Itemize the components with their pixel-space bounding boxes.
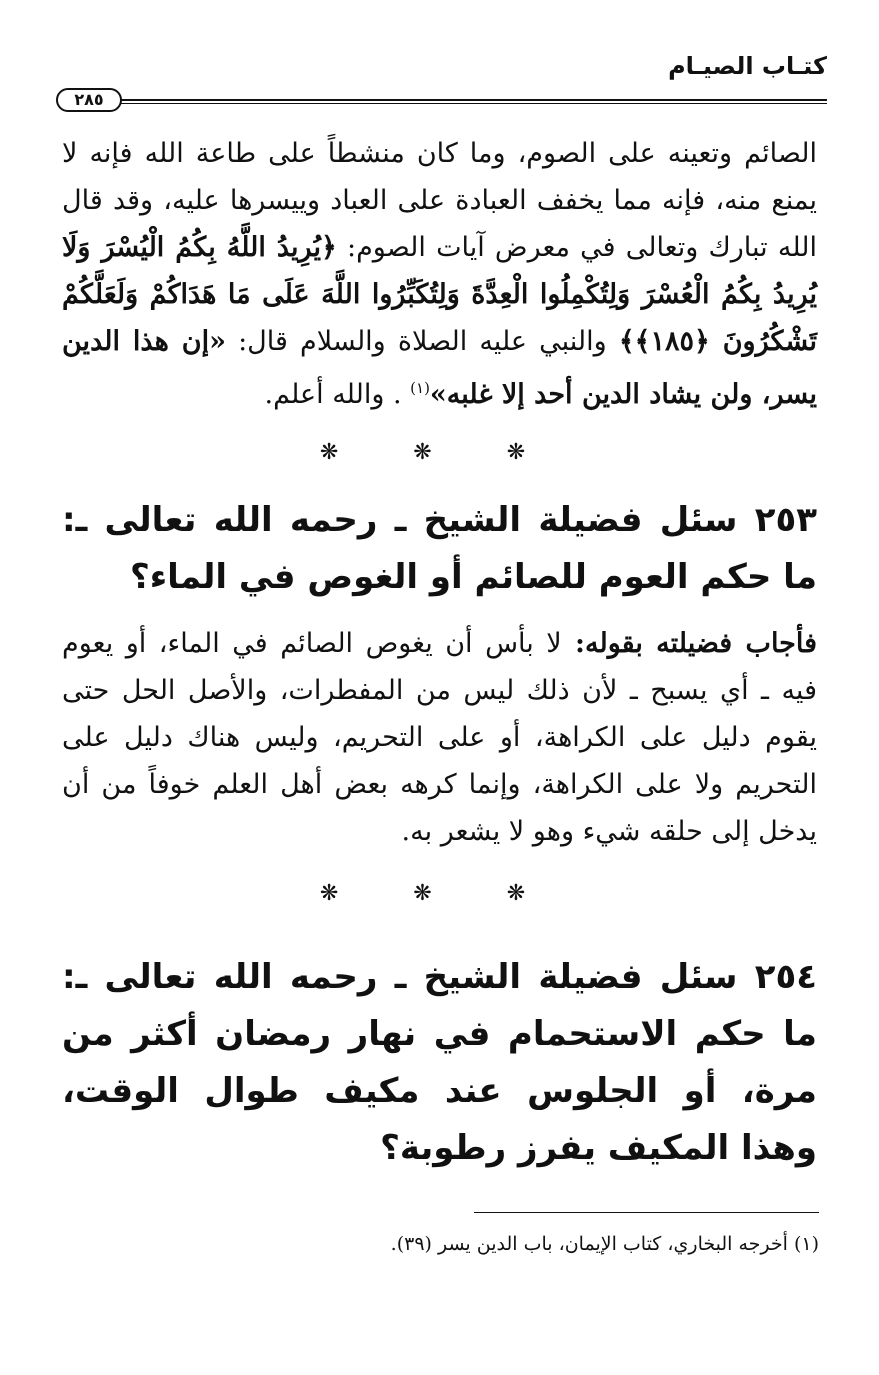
header-rule-area [56, 88, 827, 112]
paragraph-intro [62, 130, 817, 418]
footnote-divider [474, 1212, 819, 1213]
book-title: كتـاب الصيـام [668, 52, 827, 80]
answer-text: لا بأس أن يغوص الصائم في الماء، أو يعوم فيه ـ أي يسبح ـ لأن ذلك ليس من المفطرات، والأصل الحل حتى يقوم دليل على الكراهة، أو على التحريم، وليس هناك دليل على التحريم ولا على الكراهة، وإنما كرهه بعض أهل العلم خوفاً من أن يدخل إلى حلقه شيء وهو لا يشعر به. [62, 628, 817, 847]
section-separator: ❋ ❋ ❋ [319, 440, 560, 465]
page-content [62, 130, 817, 1177]
footnote: (١) أخرجه البخاري، كتاب الإيمان، باب الدين يسر (٣٩). [390, 1233, 819, 1255]
paragraph-text: . والله أعلم. [264, 379, 411, 410]
section-separator: ❋ ❋ ❋ [319, 881, 560, 906]
question-title-253: ٢٥٣ سئل فضيلة الشيخ ـ رحمه الله تعالى ـ: ما حكم العوم للصائم أو الغوص في الماء؟ [62, 500, 817, 597]
footnote-marker: (١) [410, 379, 430, 397]
answer-253 [62, 620, 817, 855]
page-number: ٢٨٥ [56, 88, 122, 112]
page-header [56, 52, 827, 112]
hadith-quote: «إن هذا الدين يسر، ولن يشاد الدين أحد إلا غلبه» [62, 326, 817, 410]
header-rule [120, 99, 827, 104]
question-title-254: ٢٥٤ سئل فضيلة الشيخ ـ رحمه الله تعالى ـ: ما حكم الاستحمام في نهار رمضان أكثر من مرة، أو الجلوس عند مكيف طوال الوقت، وهذا المكيف يفرز رطوبة؟ [62, 957, 817, 1168]
answer-lead: فأجاب فضيلته بقوله: [561, 628, 817, 659]
paragraph-text: الصائم وتعينه على الصوم، وما كان منشطاً على طاعة الله فإنه لا يمنع منه، فإنه مما يخفف العبادة على العباد وييسرها عليه، وقد قال الله تبارك وتعالى في معرض آيات الصوم: [62, 138, 817, 263]
paragraph-text: والنبي عليه الصلاة والسلام قال: [225, 326, 619, 357]
quran-verse: ﴿يُرِيدُ اللَّهُ بِكُمُ الْيُسْرَ وَلَا يُرِيدُ بِكُمُ الْعُسْرَ وَلِتُكْمِلُوا الْعِدَّةَ وَلِتُكَبِّرُوا اللَّهَ عَلَى مَا هَدَاكُمْ وَلَعَلَّكُمْ تَشْكُرُونَ ﴿١٨٥﴾﴾ [62, 232, 817, 357]
